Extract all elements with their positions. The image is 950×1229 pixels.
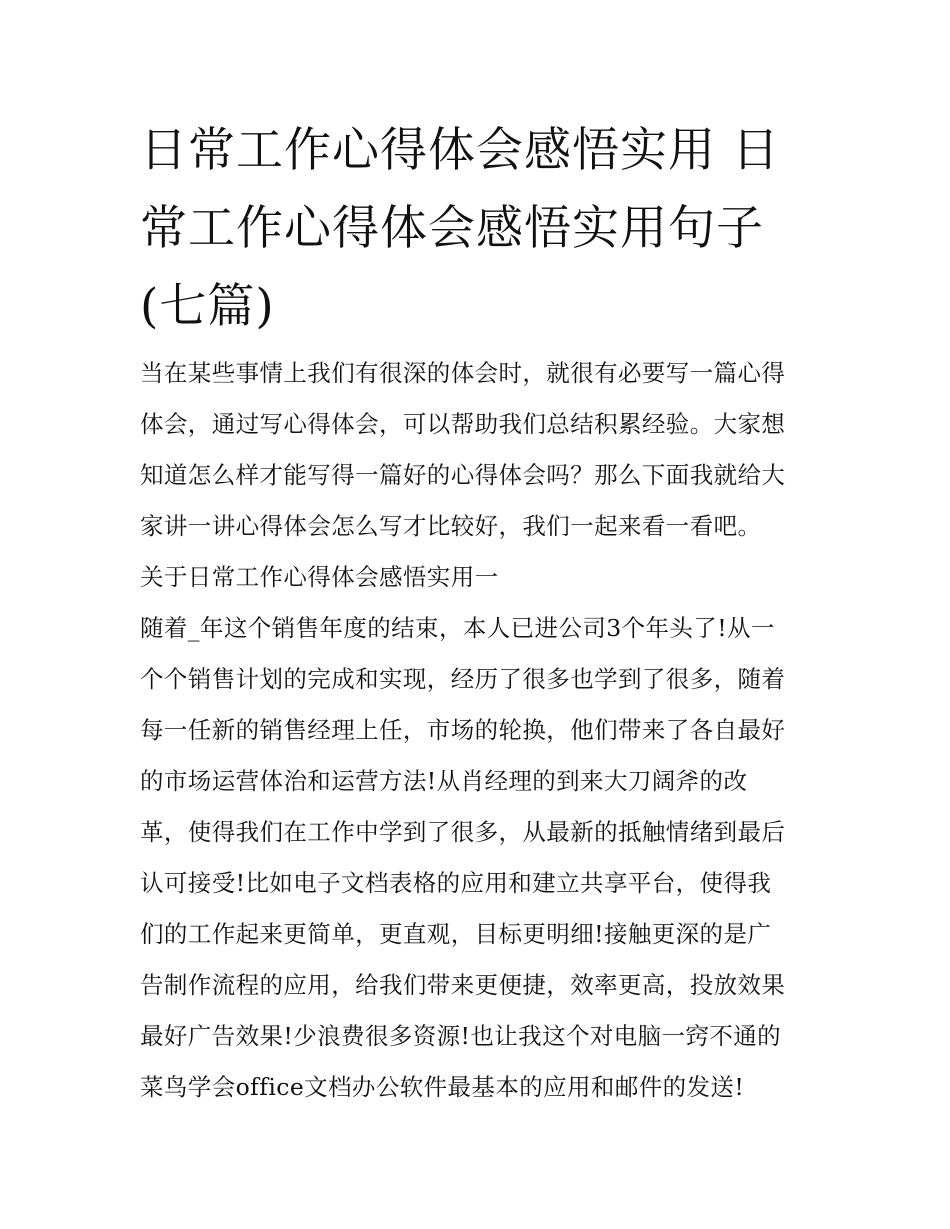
text-line: 随着_年这个销售年度的结束，本人已进公司3个年头了!从一 [140,614,775,642]
section-heading: 关于日常工作心得体会感悟实用一 [140,563,499,591]
text-line: 家讲一讲心得体会怎么写才比较好，我们一起来看一看吧。 [140,512,762,540]
section-paragraph [140,603,812,1113]
text-line: 告制作流程的应用，给我们带来更便捷，效率更高，投放效果 [140,971,786,999]
text-line: 认可接受!比如电子文档表格的应用和建立共享平台，使得我 [140,869,772,897]
text-line: 们的工作起来更简单，更直观，目标更明细!接触更深的是广 [140,920,772,948]
document-page [140,112,812,1113]
title-line: 常工作心得体会感悟实用句子 [140,201,764,256]
title-line: (七篇) [140,279,275,334]
text-line: 个个销售计划的完成和实现，经历了很多也学到了很多，随着 [140,665,786,693]
text-line: 的市场运营体治和运营方法!从肖经理的到来大刀阔斧的改 [140,767,748,795]
text-line: 当在某些事情上我们有很深的体会时，就很有必要写一篇心得 [140,359,786,387]
text-line: 知道怎么样才能写得一篇好的心得体会吗？那么下面我就给大 [140,461,786,489]
document-title [140,112,812,346]
text-line: 体会，通过写心得体会，可以帮助我们总结积累经验。大家想 [140,410,786,438]
title-line: 日常工作心得体会感悟实用 日 [140,123,780,178]
text-line: 最好广告效果!少浪费很多资源!也让我这个对电脑一窍不通的 [140,1022,782,1050]
intro-paragraph [140,348,812,552]
document-body [140,348,812,1113]
text-line: 每一任新的销售经理上任，市场的轮换，他们带来了各自最好 [140,716,786,744]
text-line: 革，使得我们在工作中学到了很多，从最新的抵触情绪到最后 [140,818,786,846]
text-line: 菜鸟学会office文档办公软件最基本的应用和邮件的发送! [140,1073,745,1101]
